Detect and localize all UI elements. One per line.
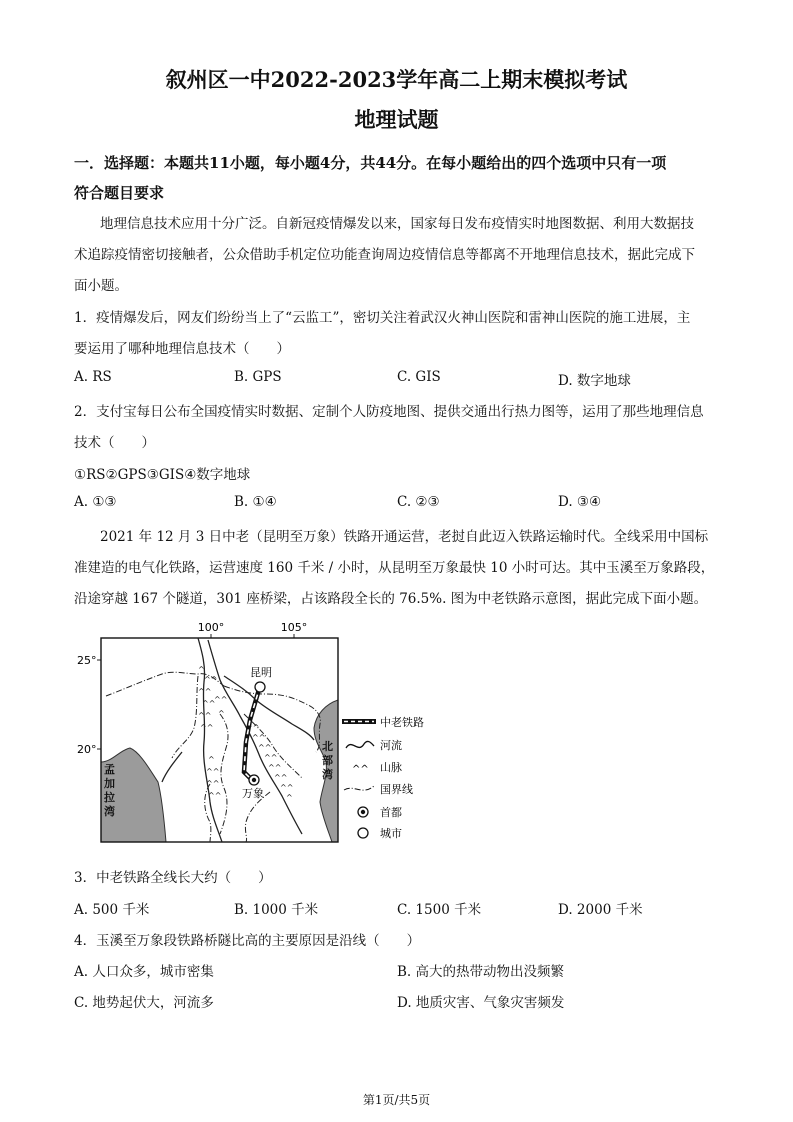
map-frame (101, 638, 338, 842)
lat-label: 20° (77, 743, 97, 756)
svg-text:加: 加 (104, 777, 115, 790)
legend-railway-icon (342, 719, 376, 724)
legend-river-icon (346, 741, 374, 748)
svg-text:^^: ^^ (208, 791, 222, 800)
q2-option-b[interactable]: B. ①④ (234, 494, 277, 510)
legend-city-icon (358, 828, 368, 838)
legend-mountain-label: 山脉 (380, 761, 402, 774)
svg-text:湾: 湾 (104, 805, 115, 818)
kunming-label: 昆明 (250, 666, 272, 679)
q3-option-d[interactable]: D. 2000 千米 (558, 902, 643, 918)
exam-subtitle: 地理试题 (354, 107, 439, 132)
question-2-choices: ①RS②GPS③GIS④数字地球 (74, 467, 251, 483)
legend-border-label: 国界线 (380, 783, 413, 796)
legend-border-icon (344, 786, 374, 790)
passage1-line: 面小题。 (74, 278, 128, 294)
q1-option-b[interactable]: B. GPS (234, 369, 282, 385)
q2-option-a[interactable]: A. ①③ (74, 494, 117, 510)
q1-option-d[interactable]: D. 数字地球 (558, 373, 631, 389)
legend-city-label: 城市 (380, 827, 402, 840)
svg-text:^^: ^^ (280, 783, 294, 792)
svg-text:^^: ^^ (198, 711, 212, 720)
svg-text:^^: ^^ (200, 723, 214, 732)
passage2-line: 沿途穿越 167 个隧道，301 座桥梁，占该路段全长的 76.5%. 图为中老铁路示意图，据此完成下面小题。 (74, 591, 708, 607)
q1-option-c[interactable]: C. GIS (397, 369, 441, 385)
question-1-stem: 1．疫情爆发后，网友们纷纷当上了“云监工”，密切关注着武汉火神山医院和雷神山医院的施工进展，主 (74, 310, 691, 326)
section-heading-line1: 一．选择题：本题共11小题，每小题4分，共44分。在每小题给出的四个选项中只有一项 (74, 154, 667, 172)
question-4-stem: 4．玉溪至万象段铁路桥隧比高的主要原因是沿线（ ） (74, 933, 421, 949)
legend-river-label: 河流 (380, 739, 402, 752)
page-number: 第1页/共5页 (362, 1093, 431, 1107)
legend-capital-label: 首都 (380, 806, 402, 819)
lon-label: 100° (197, 621, 225, 634)
svg-text:^^: ^^ (206, 767, 220, 776)
rivers (162, 638, 314, 842)
q4-option-c[interactable]: C. 地势起伏大，河流多 (74, 995, 214, 1011)
q3-option-c[interactable]: C. 1500 千米 (397, 902, 482, 918)
map-legend (342, 715, 424, 840)
q2-option-c[interactable]: C. ②③ (397, 494, 440, 510)
svg-text:北: 北 (322, 740, 333, 753)
svg-text:^^: ^^ (268, 763, 282, 772)
q1-option-a[interactable]: A. RS (74, 369, 112, 385)
question-1-stem: 要运用了哪种地理信息技术（ ） (74, 341, 290, 357)
q3-option-a[interactable]: A. 500 千米 (74, 902, 150, 918)
svg-text:孟: 孟 (104, 763, 115, 776)
q2-option-d[interactable]: D. ③④ (558, 494, 602, 510)
svg-text:^^: ^^ (204, 675, 218, 684)
svg-text:部: 部 (322, 754, 333, 767)
svg-text:^^: ^^ (252, 733, 266, 742)
city-kunming (250, 666, 272, 692)
svg-text:拉: 拉 (104, 791, 115, 804)
svg-text:^^: ^^ (202, 699, 216, 708)
q4-option-d[interactable]: D. 地质灾害、气象灾害频发 (397, 995, 565, 1011)
svg-text:^^: ^^ (214, 695, 228, 704)
svg-text:^^: ^^ (246, 723, 260, 732)
svg-text:^^: ^^ (274, 773, 288, 782)
section-heading-line2: 符合题目要求 (74, 184, 165, 202)
svg-text:^^: ^^ (258, 743, 272, 752)
vientiane-label: 万象 (242, 787, 264, 800)
question-3-stem: 3．中老铁路全线长大约（ ） (74, 870, 272, 886)
question-2-stem: 技术（ ） (74, 435, 155, 451)
svg-text:^^: ^^ (264, 753, 278, 762)
passage2-line: 2021 年 12 月 3 日中老（昆明至万象）铁路开通运营，老挝自此迈入铁路运输时代。全线采用中国标 (100, 529, 709, 545)
q4-option-a[interactable]: A. 人口众多，城市密集 (74, 964, 214, 980)
q3-option-b[interactable]: B. 1000 千米 (234, 902, 319, 918)
capital-vientiane (242, 775, 264, 800)
svg-text:^: ^ (286, 793, 293, 802)
china-laos-railway-map (70, 612, 450, 848)
svg-text:^^: ^^ (198, 687, 212, 696)
svg-text:^: ^ (218, 709, 225, 718)
q4-option-b[interactable]: B. 高大的热带动物出没频繁 (397, 964, 565, 980)
svg-text:湾: 湾 (322, 768, 333, 781)
passage2-line: 准建造的电气化铁路，运营速度 160 千米 / 小时，从昆明至万象最快 10 小时可达。其中玉溪至万象路段， (74, 560, 715, 576)
lon-label: 105° (280, 621, 308, 634)
question-2-stem: 2．支付宝每日公布全国疫情实时数据、定制个人防疫地图、提供交通出行热力图等，运用了那些地理信息 (74, 404, 704, 420)
legend-railway-label: 中老铁路 (380, 716, 424, 729)
lat-label: 25° (77, 654, 97, 667)
svg-text:^: ^ (198, 665, 205, 674)
svg-text:^^: ^^ (206, 779, 220, 788)
passage1-line: 地理信息技术应用十分广泛。自新冠疫情爆发以来，国家每日发布疫情实时地图数据、利用大数据技 (100, 216, 694, 232)
passage1-line: 术追踪疫情密切接触者，公众借助手机定位功能查询周边疫情信息等都离不开地理信息技术，据此完成下 (74, 247, 695, 263)
svg-text:^: ^ (208, 755, 215, 764)
gulf-of-tonkin-label (322, 740, 333, 781)
legend-capital-icon (358, 807, 368, 817)
legend-mountain-icon: ^^ (352, 764, 369, 775)
exam-title: 叙州区一中2022-2023学年高二上期末模拟考试 (165, 67, 628, 92)
